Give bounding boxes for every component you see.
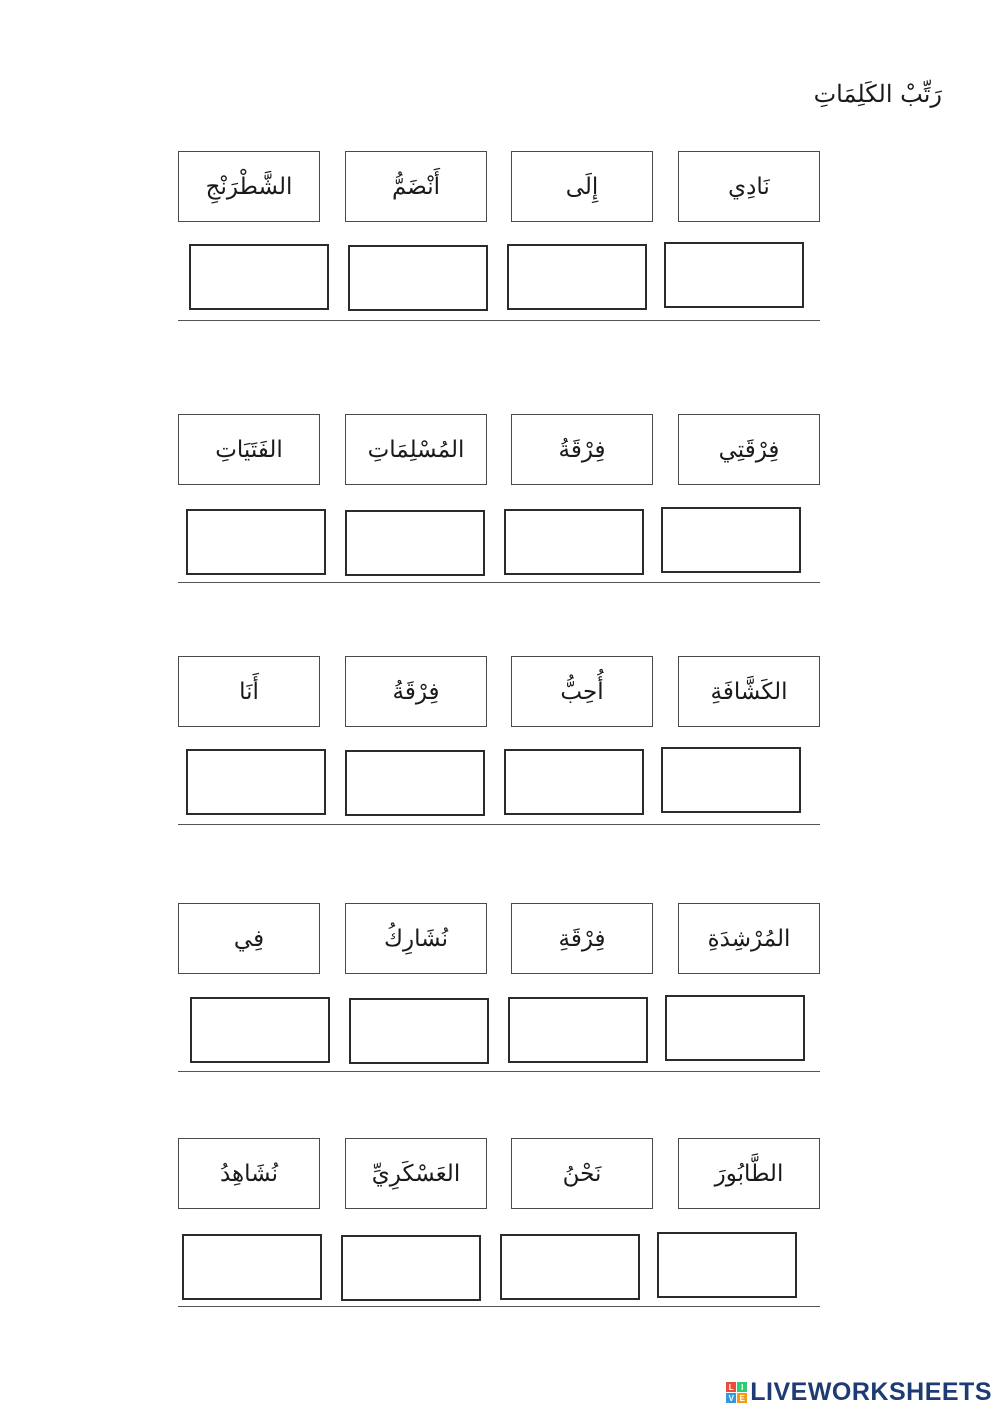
word-card[interactable]: أَنْضَمُّ [345, 151, 487, 222]
word-card[interactable]: نُشَارِكُ [345, 903, 487, 974]
answer-box[interactable] [500, 1234, 640, 1300]
answer-box[interactable] [504, 749, 644, 815]
word-card[interactable]: أَنَا [178, 656, 320, 727]
word-card[interactable]: فِرْقَةُ [511, 414, 653, 485]
word-card[interactable]: الكَشَّافَةِ [678, 656, 820, 727]
answer-box[interactable] [186, 509, 326, 575]
answer-box[interactable] [665, 995, 805, 1061]
answer-box[interactable] [349, 998, 489, 1064]
logo-mark-icon [726, 1382, 747, 1403]
answer-box[interactable] [661, 747, 801, 813]
logo-letter: V [726, 1393, 736, 1403]
word-card[interactable]: فِي [178, 903, 320, 974]
brand-name: LIVEWORKSHEETS [750, 1378, 992, 1406]
answer-box[interactable] [345, 750, 485, 816]
answer-box[interactable] [190, 997, 330, 1063]
word-card[interactable]: المُرْشِدَةِ [678, 903, 820, 974]
answer-box[interactable] [345, 510, 485, 576]
logo-letter: I [737, 1382, 747, 1392]
word-card[interactable]: المُسْلِمَاتِ [345, 414, 487, 485]
answer-box[interactable] [661, 507, 801, 573]
answer-box[interactable] [186, 749, 326, 815]
word-card[interactable]: الطَّابُورَ [678, 1138, 820, 1209]
answer-box[interactable] [341, 1235, 481, 1301]
word-card[interactable]: نَادِي [678, 151, 820, 222]
divider-line [178, 320, 820, 321]
answer-box[interactable] [508, 997, 648, 1063]
word-card[interactable]: أُحِبُّ [511, 656, 653, 727]
answer-box[interactable] [504, 509, 644, 575]
answer-box[interactable] [182, 1234, 322, 1300]
word-card[interactable]: فِرْقَةِ [511, 903, 653, 974]
logo-letter: E [737, 1393, 747, 1403]
word-card[interactable]: العَسْكَرِيِّ [345, 1138, 487, 1209]
instruction-title: رَتِّبْ الكَلِمَاتِ [813, 80, 942, 108]
divider-line [178, 824, 820, 825]
word-card[interactable]: فِرْقَةُ [345, 656, 487, 727]
divider-line [178, 582, 820, 583]
answer-box[interactable] [348, 245, 488, 311]
word-card[interactable]: نَحْنُ [511, 1138, 653, 1209]
answer-box[interactable] [657, 1232, 797, 1298]
word-card[interactable]: إِلَى [511, 151, 653, 222]
logo-letter: L [726, 1382, 736, 1392]
divider-line [178, 1071, 820, 1072]
word-card[interactable]: الشَّطْرَنْجِ [178, 151, 320, 222]
answer-box[interactable] [189, 244, 329, 310]
word-card[interactable]: الفَتَيَاتِ [178, 414, 320, 485]
liveworksheets-logo [726, 1378, 992, 1407]
divider-line [178, 1306, 820, 1307]
word-card[interactable]: فِرْقَتِي [678, 414, 820, 485]
answer-box[interactable] [664, 242, 804, 308]
word-card[interactable]: نُشَاهِدُ [178, 1138, 320, 1209]
answer-box[interactable] [507, 244, 647, 310]
